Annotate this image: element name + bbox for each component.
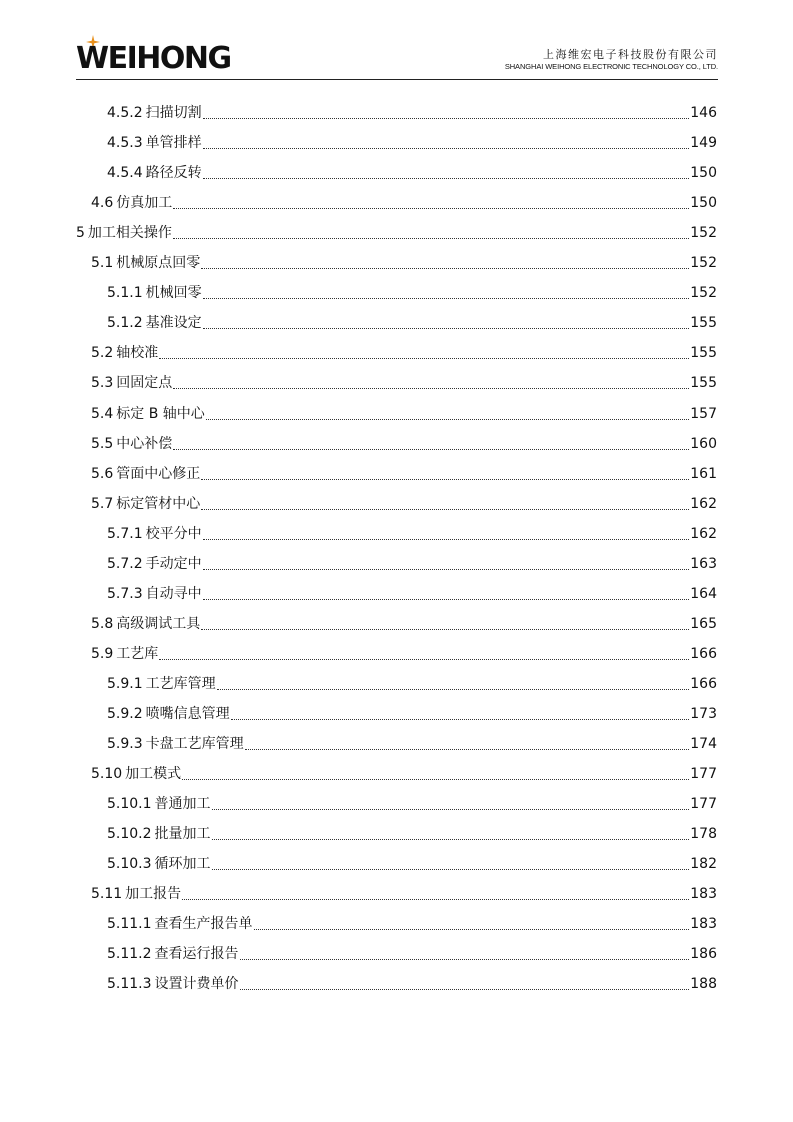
toc-dot-leader — [173, 388, 689, 389]
toc-entry-title: 手动定中 — [145, 555, 202, 572]
toc-dot-leader — [212, 839, 690, 840]
toc-entry-page: 177 — [690, 796, 717, 813]
toc-dot-leader — [173, 238, 689, 239]
toc-entry-page: 152 — [690, 285, 717, 302]
toc-entry-number: 5.7.2 — [107, 555, 143, 572]
toc-entry-page: 150 — [690, 195, 717, 212]
toc-entry-title: 加工模式 — [125, 766, 182, 783]
toc-entry-page: 183 — [690, 916, 717, 933]
toc-entry-number: 5.10.3 — [107, 856, 152, 873]
toc-entry-title: 扫描切割 — [145, 105, 202, 121]
toc-entry-page: 174 — [690, 736, 717, 753]
toc-entry-number: 5.8 — [91, 615, 114, 632]
toc-dot-leader — [245, 749, 690, 750]
toc-entry-page: 152 — [690, 225, 717, 242]
toc-entry[interactable] — [107, 306, 717, 332]
toc-entry[interactable] — [107, 547, 717, 573]
toc-entry-number: 5.5 — [91, 435, 114, 452]
toc-entry-page: 157 — [690, 405, 717, 422]
toc-entry-number: 4.5.3 — [107, 135, 143, 152]
toc-entry[interactable] — [107, 727, 717, 753]
toc-entry[interactable] — [91, 246, 717, 272]
toc-entry[interactable] — [91, 397, 717, 423]
toc-entry-page: 160 — [690, 435, 717, 452]
toc-dot-leader — [212, 869, 690, 870]
toc-entry-title: 查看生产报告单 — [154, 916, 253, 933]
toc-entry-title: 路径反转 — [145, 165, 202, 182]
toc-entry-title: 设置计费单价 — [154, 976, 239, 993]
toc-entry-page: 161 — [690, 465, 717, 482]
toc-entry-number: 5.6 — [91, 465, 114, 482]
toc-entry-number: 5.7.3 — [107, 585, 143, 602]
toc-entry[interactable] — [91, 427, 717, 453]
page-header — [0, 0, 793, 80]
toc-entry-number: 5.11.3 — [107, 976, 152, 993]
toc-entry-page: 183 — [690, 886, 717, 903]
toc-entry-title: 基准设定 — [145, 315, 202, 332]
toc-entry-title: 工艺库 — [116, 645, 159, 662]
toc-entry-title: 喷嘴信息管理 — [145, 706, 230, 722]
toc-entry-title: 机械原点回零 — [116, 255, 201, 272]
toc-entry[interactable] — [107, 847, 717, 873]
toc-entry-page: 182 — [690, 856, 717, 873]
toc-entry-title: 查看运行报告 — [154, 946, 239, 963]
toc-entry-page: 166 — [690, 645, 717, 662]
toc-entry-page: 150 — [690, 165, 717, 182]
toc-entry-title: 标定 B 轴中心 — [116, 405, 205, 422]
toc-dot-leader — [203, 569, 690, 570]
toc-entry[interactable] — [107, 817, 717, 843]
toc-dot-leader — [201, 268, 689, 269]
toc-dot-leader — [173, 208, 689, 209]
toc-entry[interactable] — [91, 366, 717, 392]
toc-entry-number: 5.1 — [91, 255, 114, 272]
toc-entry-title: 管面中心修正 — [116, 465, 201, 482]
toc-dot-leader — [203, 599, 690, 600]
toc-entry-page: 155 — [690, 375, 717, 392]
toc-dot-leader — [240, 989, 690, 990]
toc-entry-page: 177 — [690, 766, 717, 783]
toc-entry-page: 155 — [690, 315, 717, 332]
toc-entry-page: 173 — [690, 706, 717, 722]
toc-dot-leader — [254, 929, 690, 930]
toc-entry-title: 自动寻中 — [145, 585, 202, 602]
toc-entry[interactable] — [107, 156, 717, 182]
toc-entry-number: 5 — [76, 225, 85, 242]
toc-entry[interactable] — [107, 276, 717, 302]
toc-entry-title: 标定管材中心 — [116, 495, 201, 512]
toc-entry-number: 5.10 — [91, 766, 123, 783]
toc-entry-number: 5.7 — [91, 495, 114, 512]
toc-entry-title: 卡盘工艺库管理 — [145, 736, 244, 753]
toc-dot-leader — [182, 779, 689, 780]
toc-dot-leader — [159, 358, 689, 359]
toc-entry-title: 中心补偿 — [116, 435, 173, 452]
toc-entry-number: 5.4 — [91, 405, 114, 422]
toc-dot-leader — [231, 719, 690, 720]
toc-entry[interactable] — [107, 577, 717, 603]
toc-entry-page: 178 — [690, 826, 717, 843]
toc-entry-number: 5.2 — [91, 345, 114, 362]
toc-entry-number: 4.5.2 — [107, 105, 143, 121]
toc-entry-page: 188 — [690, 976, 717, 993]
toc-dot-leader — [203, 178, 690, 179]
toc-entry-page: 149 — [690, 135, 717, 152]
toc-entry-title: 加工报告 — [125, 886, 182, 903]
toc-entry-page: 186 — [690, 946, 717, 963]
toc-entry[interactable] — [107, 937, 717, 963]
toc-dot-leader — [173, 449, 689, 450]
toc-dot-leader — [217, 689, 690, 690]
toc-entry[interactable] — [91, 877, 717, 903]
toc-entry-title: 校平分中 — [145, 525, 202, 542]
toc-dot-leader — [203, 148, 690, 149]
toc-entry-number: 5.7.1 — [107, 525, 143, 542]
toc-entry-number: 4.6 — [91, 195, 114, 212]
toc-entry-page: 155 — [690, 345, 717, 362]
toc-dot-leader — [240, 959, 690, 960]
toc-entry[interactable] — [76, 216, 717, 242]
toc-entry[interactable] — [107, 96, 717, 122]
toc-dot-leader — [203, 539, 690, 540]
toc-entry[interactable] — [91, 607, 717, 633]
toc-entry-number: 5.9.2 — [107, 706, 143, 722]
toc-dot-leader — [203, 298, 690, 299]
toc-entry-title: 加工相关操作 — [87, 225, 172, 242]
toc-dot-leader — [203, 118, 690, 119]
toc-entry[interactable] — [91, 637, 717, 663]
toc-entry[interactable] — [91, 487, 717, 513]
toc-entry[interactable] — [107, 126, 717, 152]
toc-entry[interactable] — [91, 757, 717, 783]
toc-entry-number: 5.11.2 — [107, 946, 152, 963]
toc-dot-leader — [201, 479, 689, 480]
toc-dot-leader — [206, 419, 689, 420]
toc-entry[interactable] — [107, 667, 717, 693]
toc-entry-page: 162 — [690, 495, 717, 512]
toc-entry[interactable] — [107, 697, 717, 723]
toc-entry-number: 5.1.1 — [107, 285, 143, 302]
company-name-en: SHANGHAI WEIHONG ELECTRONIC TECHNOLOGY CO., LTD. — [504, 62, 718, 71]
toc-entry-page: 164 — [690, 585, 717, 602]
toc-dot-leader — [201, 629, 689, 630]
toc-entry-title: 机械回零 — [145, 285, 202, 302]
toc-dot-leader — [159, 659, 689, 660]
toc-entry[interactable] — [107, 517, 717, 543]
toc-dot-leader — [203, 328, 690, 329]
toc-entry-title: 批量加工 — [154, 826, 211, 843]
toc-entry[interactable] — [91, 336, 717, 362]
toc-dot-leader — [201, 509, 689, 510]
toc-entry-number: 5.3 — [91, 375, 114, 392]
toc-entry[interactable] — [107, 967, 717, 993]
logo-text: WEIHONG — [76, 41, 231, 76]
toc-entry-title: 工艺库管理 — [145, 675, 216, 692]
toc-entry-number: 4.5.4 — [107, 165, 143, 182]
toc-entry[interactable] — [107, 907, 717, 933]
toc-entry-title: 单管排样 — [145, 135, 202, 152]
toc-entry[interactable] — [107, 787, 717, 813]
toc-entry-page: 165 — [690, 615, 717, 632]
toc-entry-title: 仿真加工 — [116, 195, 173, 212]
toc-entry-page: 166 — [690, 675, 717, 692]
toc-entry-number: 5.10.1 — [107, 796, 152, 813]
toc-entry-number: 5.1.2 — [107, 315, 143, 332]
toc-entry-number: 5.9.1 — [107, 675, 143, 692]
toc-entry-number: 5.9.3 — [107, 736, 143, 753]
toc-entry-number: 5.9 — [91, 645, 114, 662]
toc-dot-leader — [212, 809, 690, 810]
toc-entry-title: 普通加工 — [154, 796, 211, 813]
header-divider — [76, 79, 718, 80]
toc-entry-title: 循环加工 — [154, 856, 211, 873]
toc-entry-title: 轴校准 — [116, 345, 159, 362]
toc-entry-number: 5.10.2 — [107, 826, 152, 843]
toc-entry-title: 高级调试工具 — [116, 615, 201, 632]
toc-entry-page: 163 — [690, 555, 717, 572]
toc-entry-title: 回固定点 — [116, 375, 173, 392]
toc-entry[interactable] — [91, 457, 717, 483]
company-name-cn: 上海维宏电子科技股份有限公司 — [543, 48, 718, 61]
toc-dot-leader — [182, 899, 689, 900]
toc-entry-number: 5.11 — [91, 886, 123, 903]
toc-entry-page: 146 — [690, 105, 717, 121]
toc-entry-page: 152 — [690, 255, 717, 272]
company-name-block — [505, 48, 718, 72]
toc-entry[interactable] — [91, 186, 717, 212]
toc-entry-page: 162 — [690, 525, 717, 542]
toc-entry-number: 5.11.1 — [107, 916, 152, 933]
